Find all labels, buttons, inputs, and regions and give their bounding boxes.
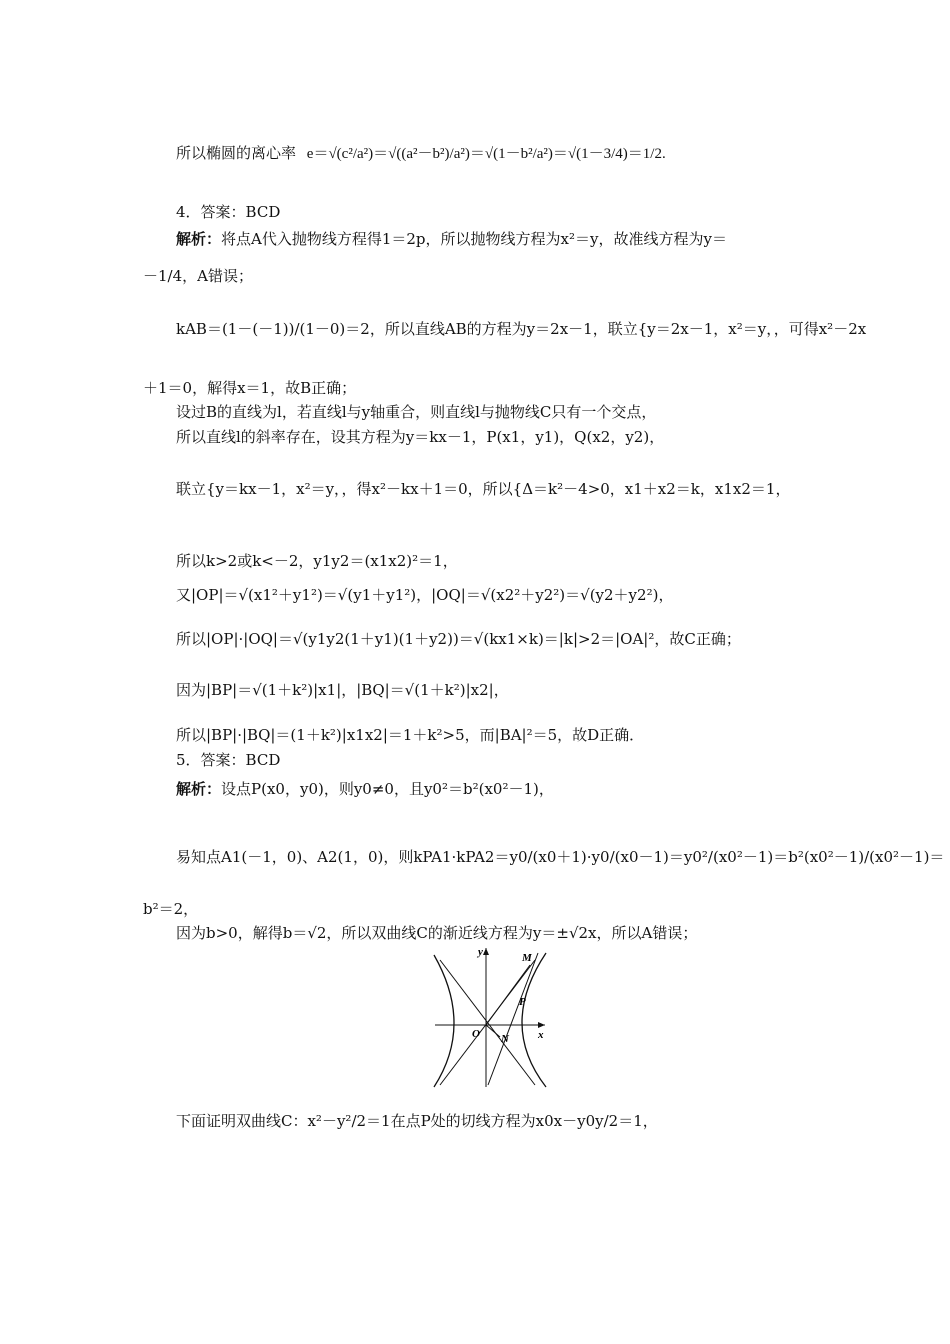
- q4-analysis-line-1: [176, 228, 727, 250]
- q5-jiexi-label: 解析：: [176, 780, 222, 798]
- label-x: x: [538, 1029, 544, 1041]
- q4-p4: 所以直线l的斜率存在，设其方程为y＝kx－1，P(x1，y1)，Q(x2，y2)，: [176, 428, 665, 446]
- on-segment: [486, 1025, 500, 1037]
- eccentricity-expr: e＝√(c²/a²)＝√((a²－b²)/a²)＝√(1－b²/a²)＝√(1－3/4)＝1/2.: [306, 146, 666, 162]
- q4-p9: 因为|BP|＝√(1＋k²)|x1|，|BQ|＝√(1＋k²)|x2|，: [176, 681, 509, 699]
- q4-p8: 所以|OP|·|OQ|＝√(y1y2(1＋y1)(1＋y2))＝√(kx1×k)＝|k|>2＝|OA|²，故C正确；: [176, 630, 741, 648]
- q5-p4: 下面证明双曲线C：x²－y²/2＝1在点P处的切线方程为x0x－y0y/2＝1，: [176, 1112, 658, 1130]
- q4-jiexi-label: 解析：: [176, 230, 222, 248]
- eccentricity-line: [176, 142, 666, 165]
- q4-p2: kAB＝(1－(－1))/(1－0)＝2，所以直线AB的方程为y＝2x－1，联立{y＝2x－1，x²＝y，，可得x²－2x: [176, 320, 867, 338]
- x-axis-arrow: [538, 1022, 545, 1028]
- q4-header: 4．答案：BCD: [176, 203, 281, 221]
- q5-header: 5．答案：BCD: [176, 751, 281, 769]
- label-p: P: [519, 996, 526, 1008]
- q4-p3: 设过B的直线为l，若直线l与y轴重合，则直线l与抛物线C只有一个交点，: [176, 403, 657, 421]
- q5-p2: 易知点A1(－1，0)、A2(1，0)，则kPA1·kPA2＝y0/(x0＋1)·y0/(x0－1)＝y0²/(x0²－1)＝b²(x0²－1)/(x0²－1)＝: [176, 848, 945, 866]
- q4-p2b: ＋1＝0，解得x＝1，故B正确；: [143, 379, 357, 397]
- q5-analysis-line-1: [176, 778, 554, 800]
- label-m: M: [522, 952, 532, 964]
- label-y: y: [478, 946, 483, 958]
- q5-p1: 设点P(x0，y0)，则y0≠0，且y0²＝b²(x0²－1)，: [221, 780, 554, 798]
- q4-p10: 所以|BP|·|BQ|＝(1＋k²)|x1x2|＝1＋k²>5，而|BA|²＝5，故D正确．: [176, 726, 645, 744]
- q5-p2b: b²＝2，: [143, 900, 199, 918]
- hyperbola-figure: [430, 945, 550, 1090]
- q4-p6: 所以k>2或k<－2，y1y2＝(x1x2)²＝1，: [176, 552, 458, 570]
- q4-p5: 联立{y＝kx－1，x²＝y，，得x²－kx＋1＝0，所以{Δ＝k²－4>0，x1＋x2＝k，x1x2＝1，: [176, 480, 791, 498]
- om-segment: [486, 965, 530, 1025]
- q4-p1b: －1/4，A错误；: [143, 267, 253, 285]
- tangent-line: [488, 953, 538, 1085]
- label-n: N: [501, 1033, 509, 1045]
- q4-p7: 又|OP|＝√(x1²＋y1²)＝√(y1＋y1²)，|OQ|＝√(x2²＋y2²)＝√(y2＋y2²)，: [176, 586, 674, 604]
- q5-p3: 因为b>0，解得b＝√2，所以双曲线C的渐近线方程为y＝±√2x，所以A错误；: [176, 924, 698, 942]
- y-axis-arrow: [483, 948, 489, 955]
- label-o: O: [472, 1028, 480, 1040]
- eccentricity-prefix: 所以椭圆的离心率: [176, 144, 297, 162]
- q4-p1: 将点A代入抛物线方程得1＝2p，所以抛物线方程为x²＝y，故准线方程为y＝: [221, 230, 727, 248]
